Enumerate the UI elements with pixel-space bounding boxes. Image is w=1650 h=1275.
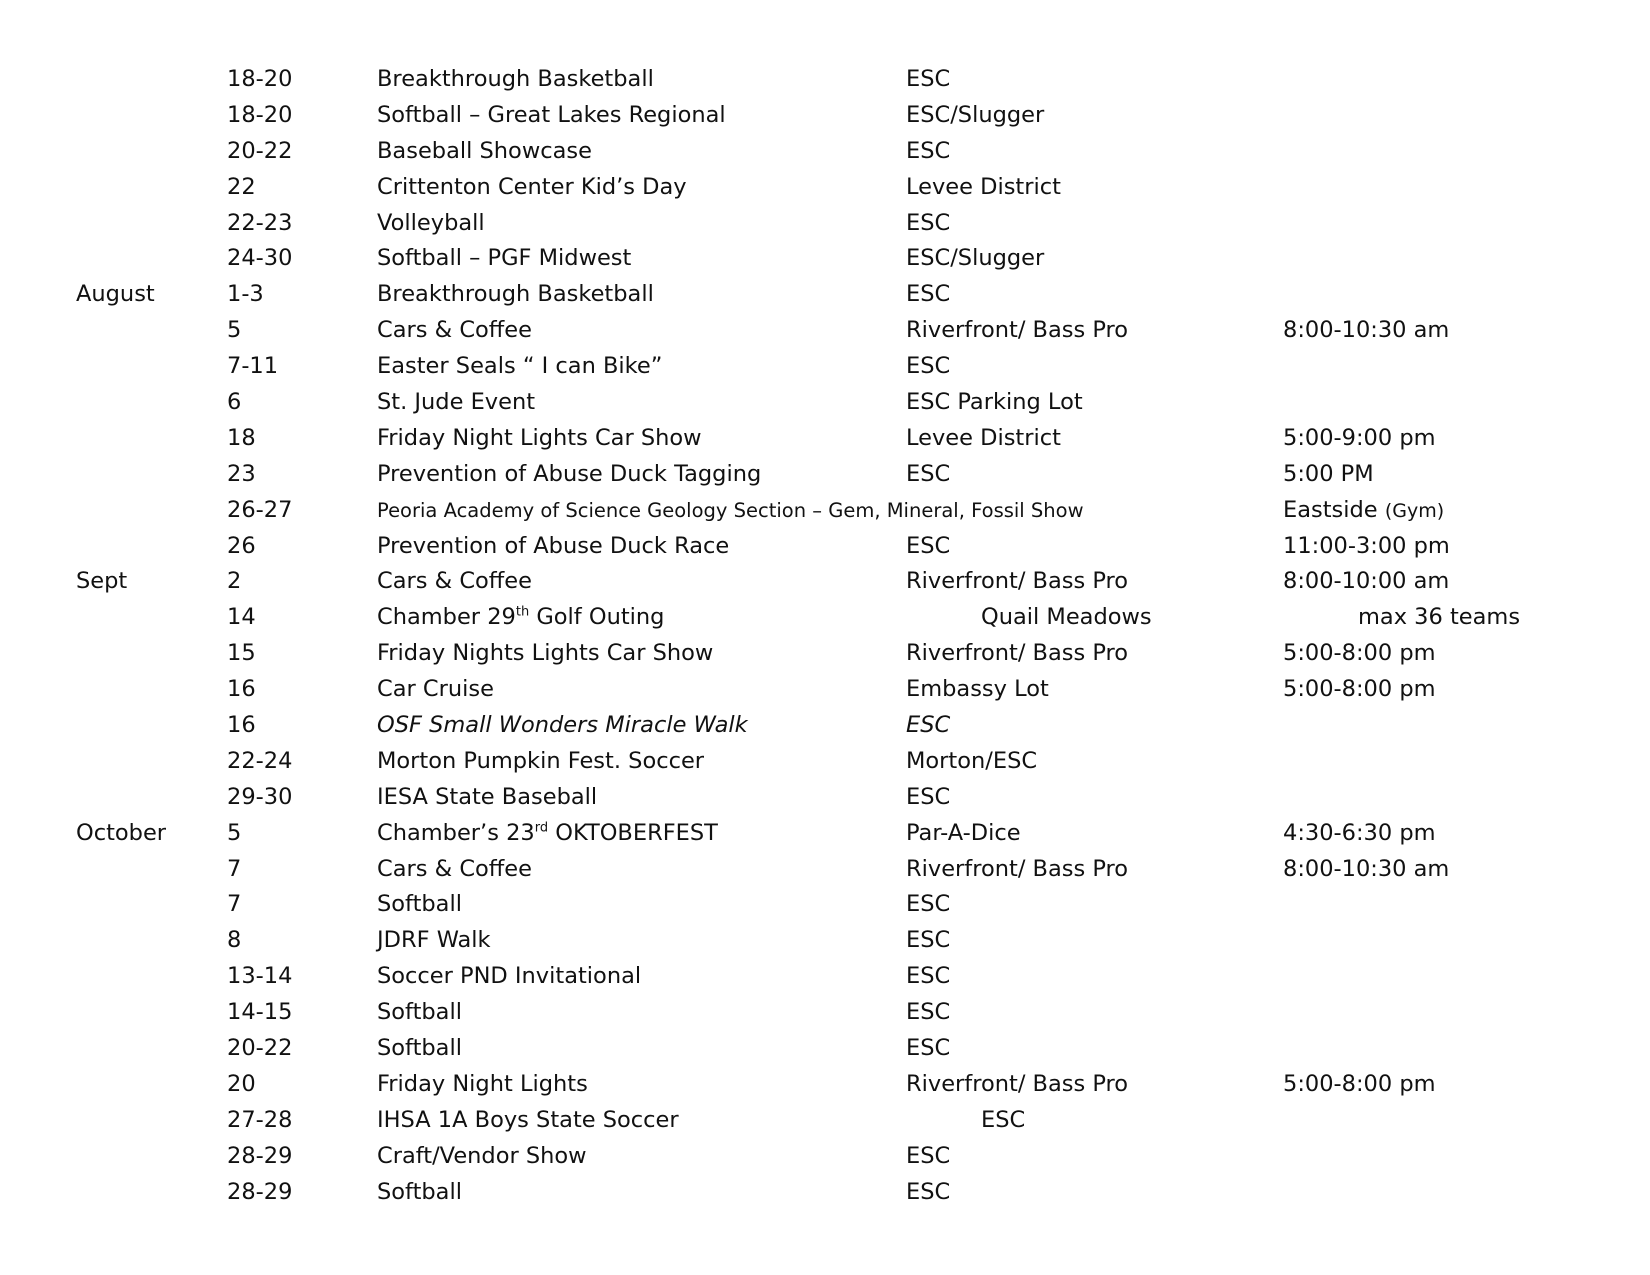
event-date: 27-28 — [227, 1106, 293, 1133]
event-time-text: 5:00-8:00 pm — [1283, 1070, 1436, 1097]
event-name — [377, 636, 713, 672]
schedule-row — [0, 206, 1650, 242]
event-location: ESC/Slugger — [906, 245, 1045, 272]
event-time-text: 5:00-8:00 pm — [1283, 640, 1436, 667]
event-date: 22 — [227, 173, 256, 200]
event-date: 23 — [227, 460, 256, 487]
event-name — [377, 493, 1084, 529]
event-time — [1283, 672, 1436, 708]
event-time-text: 4:30-6:30 pm — [1283, 819, 1436, 846]
event-date: 20 — [227, 1070, 256, 1097]
event-date: 20-22 — [227, 137, 293, 164]
event-time — [1283, 457, 1374, 493]
schedule-row — [0, 241, 1650, 277]
event-date: 18-20 — [227, 66, 293, 92]
event-name-text: Softball — [377, 1035, 462, 1062]
event-name-text: Prevention of Abuse Duck Tagging — [377, 460, 762, 487]
event-name-text: Softball – Great Lakes Regional — [377, 101, 726, 128]
event-time — [1283, 564, 1449, 600]
event-name-text: Baseball Showcase — [377, 137, 592, 164]
event-location: ESC — [906, 460, 951, 487]
event-time-text: Eastside — [1283, 496, 1378, 523]
schedule-row — [0, 852, 1650, 888]
event-name-text: OSF Small Wonders Miracle Walk — [377, 712, 748, 739]
event-time-text: max 36 teams — [1358, 604, 1521, 631]
event-name — [377, 564, 532, 600]
event-time-text: 5:00 PM — [1283, 460, 1374, 487]
event-date: 14-15 — [227, 999, 293, 1026]
event-location: ESC — [906, 712, 951, 739]
event-name — [377, 206, 485, 242]
schedule-row — [0, 816, 1650, 852]
schedule-row — [0, 995, 1650, 1031]
event-name — [377, 170, 687, 206]
event-date: 22-23 — [227, 209, 293, 236]
event-location: ESC — [906, 891, 951, 918]
event-location: Morton/ESC — [906, 747, 1038, 774]
event-name — [377, 600, 664, 636]
event-name — [377, 277, 654, 313]
event-location: Riverfront/ Bass Pro — [906, 855, 1129, 882]
event-date: 28-29 — [227, 1142, 293, 1169]
event-date: 8 — [227, 927, 242, 954]
schedule-row — [0, 385, 1650, 421]
event-location: ESC — [906, 1178, 951, 1205]
event-time — [1358, 600, 1520, 636]
event-name-text: Chamber 29 — [377, 604, 516, 631]
event-name-text: Car Cruise — [377, 676, 494, 703]
schedule-row — [0, 1139, 1650, 1175]
month-label: Sept — [76, 568, 128, 595]
ordinal-suffix: rd — [534, 820, 549, 836]
event-time-text: 11:00-3:00 pm — [1283, 532, 1450, 559]
event-name-text: Cars & Coffee — [377, 317, 532, 344]
event-time — [1283, 852, 1449, 888]
event-name-text: Soccer PND Invitational — [377, 963, 642, 990]
event-date: 29-30 — [227, 783, 293, 810]
event-date: 24-30 — [227, 245, 293, 272]
event-location: ESC — [906, 137, 951, 164]
schedule-row — [0, 134, 1650, 170]
schedule-row — [0, 1031, 1650, 1067]
event-location: ESC — [906, 783, 951, 810]
event-location: ESC — [906, 963, 951, 990]
event-location: ESC — [906, 66, 951, 92]
event-location: Riverfront/ Bass Pro — [906, 640, 1129, 667]
event-time — [1283, 636, 1436, 672]
event-name — [377, 816, 718, 852]
event-time — [1283, 816, 1436, 852]
ordinal-suffix: th — [515, 604, 530, 620]
event-name-text: Easter Seals “ I can Bike” — [377, 353, 663, 380]
event-date: 18-20 — [227, 101, 293, 128]
event-name — [377, 1175, 462, 1211]
event-name-text: Softball — [377, 891, 462, 918]
event-date: 7 — [227, 891, 242, 918]
event-name — [377, 995, 462, 1031]
schedule-row — [0, 421, 1650, 457]
event-location: ESC — [906, 209, 951, 236]
event-name — [377, 313, 532, 349]
event-date: 14 — [227, 604, 256, 631]
schedule-row — [0, 313, 1650, 349]
schedule-row — [0, 744, 1650, 780]
schedule-row — [0, 1103, 1650, 1139]
event-name-rest: OKTOBERFEST — [548, 819, 718, 846]
event-location: Par-A-Dice — [906, 819, 1021, 846]
schedule-row — [0, 62, 1650, 98]
schedule-row — [0, 457, 1650, 493]
event-location: ESC/Slugger — [906, 101, 1045, 128]
event-location: Levee District — [906, 424, 1061, 451]
schedule-row — [0, 564, 1650, 600]
event-date: 20-22 — [227, 1035, 293, 1062]
event-name-text: Softball – PGF Midwest — [377, 245, 632, 272]
schedule-row — [0, 708, 1650, 744]
event-name-text: Craft/Vendor Show — [377, 1142, 587, 1169]
event-name-text: Crittenton Center Kid’s Day — [377, 173, 687, 200]
event-location: ESC — [906, 999, 951, 1026]
event-name-text: St. Jude Event — [377, 389, 536, 416]
event-name-text: Chamber’s 23 — [377, 819, 535, 846]
event-date: 1-3 — [227, 281, 264, 308]
event-date: 6 — [227, 389, 242, 416]
event-name — [377, 959, 641, 995]
event-name — [377, 887, 462, 923]
event-name-text: Friday Nights Lights Car Show — [377, 640, 714, 667]
event-name — [377, 1103, 679, 1139]
event-name — [377, 672, 494, 708]
event-location: Embassy Lot — [906, 676, 1049, 703]
event-name — [377, 349, 662, 385]
schedule-row — [0, 98, 1650, 134]
event-name — [377, 529, 729, 565]
event-name — [377, 134, 592, 170]
event-date: 22-24 — [227, 747, 293, 774]
event-location: Levee District — [906, 173, 1061, 200]
schedule-row — [0, 277, 1650, 313]
event-date: 28-29 — [227, 1178, 293, 1205]
event-name — [377, 241, 631, 277]
event-time-text: 8:00-10:00 am — [1283, 568, 1450, 595]
event-date: 7 — [227, 855, 242, 882]
event-location: ESC — [906, 353, 951, 380]
event-name — [377, 852, 532, 888]
event-time — [1283, 493, 1444, 530]
schedule-row — [0, 349, 1650, 385]
event-time — [1283, 313, 1449, 349]
schedule-row — [0, 1067, 1650, 1103]
event-location: ESC — [906, 1142, 951, 1169]
schedule-row — [0, 780, 1650, 816]
event-name — [377, 1139, 587, 1175]
schedule-row — [0, 636, 1650, 672]
event-name-text: Volleyball — [377, 209, 485, 236]
event-name — [377, 1031, 462, 1067]
event-name-text: JDRF Walk — [377, 927, 491, 954]
event-name-text: Breakthrough Basketball — [377, 66, 654, 92]
event-date: 2 — [227, 568, 242, 595]
event-location: Riverfront/ Bass Pro — [906, 317, 1129, 344]
event-date: 5 — [227, 819, 242, 846]
event-name — [377, 385, 535, 421]
event-name-text: Morton Pumpkin Fest. Soccer — [377, 747, 705, 774]
month-label: August — [76, 281, 155, 308]
event-time-text: 8:00-10:30 am — [1283, 317, 1450, 344]
event-date: 7-11 — [227, 353, 279, 380]
event-date: 5 — [227, 317, 242, 344]
event-name-text: Peoria Academy of Science Geology Section – Gem, Mineral, Fossil Show — [377, 498, 1084, 522]
event-location: ESC — [906, 281, 951, 308]
schedule-row — [0, 923, 1650, 959]
event-name — [377, 98, 726, 134]
event-name-text: Softball — [377, 999, 462, 1026]
event-name-text: IESA State Baseball — [377, 783, 598, 810]
event-schedule — [0, 62, 1650, 1211]
event-location: ESC — [906, 1035, 951, 1062]
event-date: 16 — [227, 676, 256, 703]
schedule-row — [0, 1175, 1650, 1211]
event-date: 26-27 — [227, 496, 293, 523]
event-name — [377, 923, 491, 959]
event-location: Riverfront/ Bass Pro — [906, 1070, 1129, 1097]
event-name — [377, 62, 654, 98]
event-location: ESC — [906, 927, 951, 954]
event-name-text: Prevention of Abuse Duck Race — [377, 532, 730, 559]
event-name — [377, 780, 597, 816]
event-date: 13-14 — [227, 963, 293, 990]
event-time — [1283, 1067, 1436, 1103]
schedule-row — [0, 959, 1650, 995]
event-name-text: Cars & Coffee — [377, 855, 532, 882]
event-location: ESC — [906, 532, 951, 559]
schedule-row — [0, 600, 1650, 636]
schedule-row — [0, 887, 1650, 923]
event-time-note: (Gym) — [1384, 499, 1445, 522]
event-name-text: Cars & Coffee — [377, 568, 532, 595]
event-date: 26 — [227, 532, 256, 559]
event-location: ESC Parking Lot — [906, 389, 1083, 416]
event-time — [1283, 529, 1450, 565]
event-time-text: 8:00-10:30 am — [1283, 855, 1450, 882]
event-date: 18 — [227, 424, 256, 451]
event-time-text: 5:00-9:00 pm — [1283, 424, 1436, 451]
event-name-text: Friday Night Lights Car Show — [377, 424, 702, 451]
event-name — [377, 1067, 588, 1103]
schedule-row — [0, 170, 1650, 206]
month-label: October — [76, 819, 167, 846]
event-name-text: Breakthrough Basketball — [377, 281, 654, 308]
event-location: ESC — [981, 1106, 1026, 1133]
event-name-text: Softball — [377, 1178, 462, 1205]
schedule-row — [0, 672, 1650, 708]
event-name-text: Friday Night Lights — [377, 1070, 588, 1097]
event-date: 16 — [227, 712, 256, 739]
event-name-rest: Golf Outing — [529, 604, 665, 631]
event-time-text: 5:00-8:00 pm — [1283, 676, 1436, 703]
event-name — [377, 421, 702, 457]
schedule-row — [0, 529, 1650, 565]
event-name — [377, 708, 748, 744]
event-name-text: IHSA 1A Boys State Soccer — [377, 1106, 679, 1133]
event-name — [377, 744, 704, 780]
event-name — [377, 457, 761, 493]
schedule-row — [0, 493, 1650, 529]
event-location: Riverfront/ Bass Pro — [906, 568, 1129, 595]
event-location: Quail Meadows — [981, 604, 1152, 631]
event-time — [1283, 421, 1436, 457]
event-date: 15 — [227, 640, 256, 667]
